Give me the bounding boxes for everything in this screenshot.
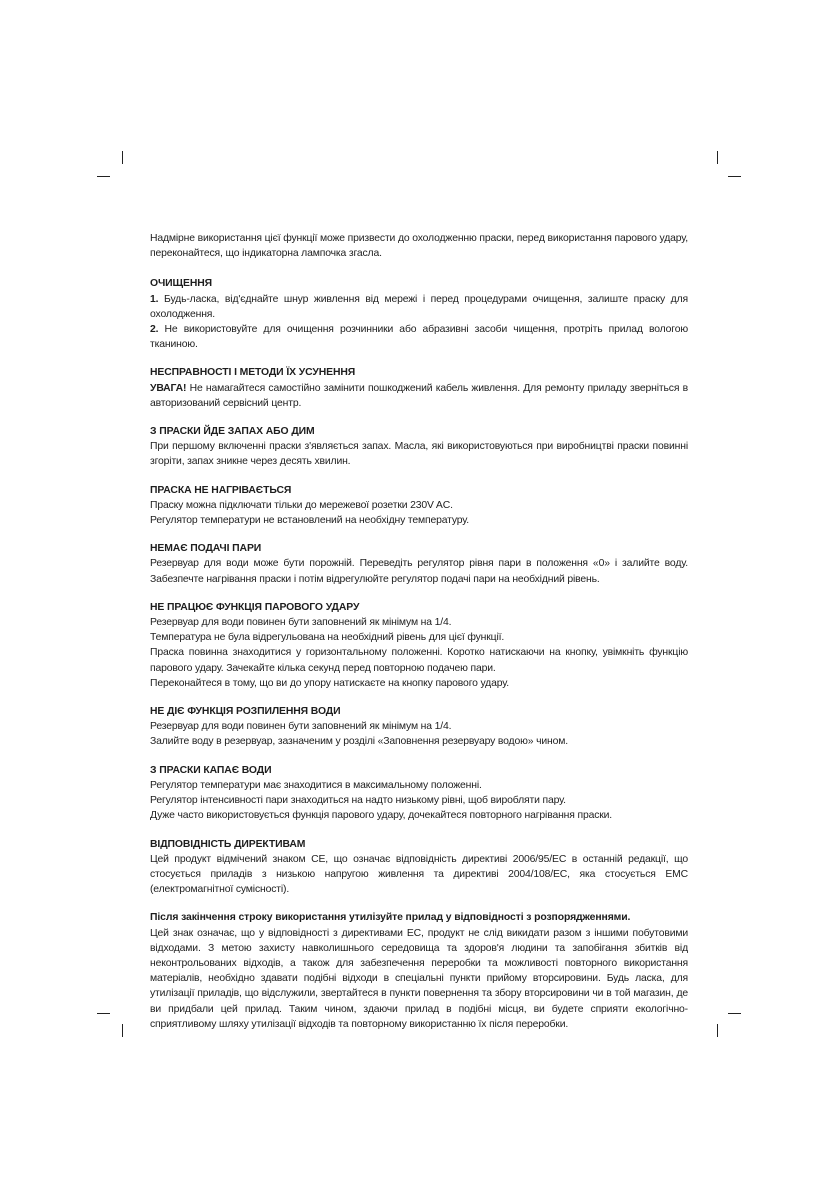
no-heat-title: ПРАСКА НЕ НАГРІВАЄТЬСЯ [150, 484, 292, 496]
intro-text: Надмірне використання цієї функції може призвести до охолодженню праски, перед використання парового удару, переконайтеся, що індикаторна лампочка згасла. [150, 233, 688, 260]
steam-shot-line-4: Переконайтеся в тому, що ви до упору натискаєте на кнопку парового удару. [150, 677, 509, 689]
drip-section [150, 763, 688, 824]
drip-line-3: Дуже часто використовується функція парового удару, дочекайтеся повторного нагрівання праски. [150, 810, 613, 822]
no-heat-section [150, 483, 688, 529]
faults-warning [150, 381, 688, 411]
no-steam-text: Резервуар для води може бути порожній. Переведіть регулятор рівня пари в положення «0» і залийте воду. Забезпечте нагрівання праски і потім відрегулюйте регулятор подачі пари на необхідний рівень. [150, 558, 688, 585]
crop-mark-top-right-horizontal [728, 176, 741, 177]
compliance-text: Цей продукт відмічений знаком CE, що означає відповідність директиві 2006/95/ЕС в останній редакції, що стосується приладів з низькою напругою живлення та директиві 2004/108/ЕС, яка стосується ЕМС (електромагнітної сумісності). [150, 853, 688, 896]
crop-mark-bottom-right-horizontal [728, 1013, 741, 1014]
item-text: Будь-ласка, від'єднайте шнур живлення від мережі і перед процедурами очищення, залиште праску для охолодження. [150, 293, 688, 320]
steam-shot-section [150, 600, 688, 691]
steam-shot-title: НЕ ПРАЦЮЄ ФУНКЦІЯ ПАРОВОГО УДАРУ [150, 601, 360, 613]
steam-shot-line-1: Резервуар для води повинен бути заповнений як мінімум на 1/4. [150, 617, 452, 629]
item-number: 1. [150, 293, 159, 305]
steam-shot-line-2: Температура не була відрегульована на необхідний рівень для цієї функції. [150, 632, 505, 644]
no-heat-line-2: Регулятор температури не встановлений на необхідну температуру. [150, 515, 470, 527]
no-heat-line-1: Праску можна підключати тільки до мережевої розетки 230V AC. [150, 499, 453, 511]
drip-line-2: Регулятор інтенсивності пари знаходиться на надто низькому рівні, щоб виробляти пару. [150, 795, 566, 807]
warning-label: УВАГА! [150, 382, 187, 394]
spray-line-2: Залийте воду в резервуар, зазначеним у розділі «Заповнення резервуару водою» чином. [150, 736, 568, 748]
spray-title: НЕ ДІЄ ФУНКЦІЯ РОЗПИЛЕННЯ ВОДИ [150, 706, 341, 718]
crop-mark-top-left-vertical [122, 151, 123, 164]
warning-text: Не намагайтеся самостійно замінити пошкоджений кабель живлення. Для ремонту приладу зверніться в авторизований сервісний центр. [150, 382, 688, 409]
crop-mark-bottom-left-horizontal [97, 1013, 110, 1014]
cleaning-section [150, 276, 688, 352]
disposal-text: Цей знак означає, що у відповідності з директивами ЕС, продукт не слід викидати разом з іншими побутовими відходами. З метою захисту навколишнього середовища та здоров'я людини та запобігання збитків від неконтрольованих відходів, а також для забезпечення переробки та можливості повторного використання матеріалів, необхідно здавати подібні відходи в спеціальні пункти прийому вторсировини. Будь ласка, для утилізації приладів, що відслужили, звертайтеся в пункти повернення та збору вторсировини чи в той магазин, де ви придбали цей прилад. Таким чином, здаючи прилад в подібні місця, ви будете сприяти екологічно-сприятливому шляху утилізації відходів та повторному використанню їх після переробки. [150, 927, 688, 1030]
item-text: Не використовуйте для очищення розчинники або абразивні засоби чищення, протріть прилад вологою тканиною. [150, 324, 688, 351]
intro-section [150, 231, 688, 261]
disposal-section [150, 910, 688, 1032]
disposal-title: Після закінчення строку використання утилізуйте прилад у відповідності з розпорядженнями. [150, 912, 631, 924]
item-number: 2. [150, 324, 159, 336]
faults-section [150, 365, 688, 411]
compliance-title: ВІДПОВІДНІСТЬ ДИРЕКТИВАМ [150, 838, 306, 850]
page-content [150, 231, 688, 1045]
steam-shot-line-3: Праска повинна знаходитися у горизонтальному положенні. Коротко натискаючи на кнопку, увімкніть функцію парового удару. Зачекайте кілька секунд перед повторною подачею пари. [150, 647, 688, 674]
crop-mark-top-left-horizontal [97, 176, 110, 177]
crop-mark-bottom-right-vertical [717, 1024, 718, 1037]
compliance-section [150, 837, 688, 898]
drip-title: З ПРАСКИ КАПАЄ ВОДИ [150, 764, 272, 776]
cleaning-title: ОЧИЩЕННЯ [150, 278, 213, 290]
faults-title: НЕСПРАВНОСТІ І МЕТОДИ ЇХ УСУНЕННЯ [150, 367, 356, 379]
smell-section [150, 424, 688, 470]
spray-line-1: Резервуар для води повинен бути заповнений як мінімум на 1/4. [150, 721, 452, 733]
cleaning-item-2 [150, 322, 688, 352]
no-steam-title: НЕМАЄ ПОДАЧІ ПАРИ [150, 543, 262, 555]
smell-text: При першому включенні праски з'являється запах. Масла, які використовуються при виробництві праски повинні згоріти, запах зникне через десять хвилин. [150, 441, 688, 468]
cleaning-item-1 [150, 292, 688, 322]
crop-mark-top-right-vertical [717, 151, 718, 164]
crop-mark-bottom-left-vertical [122, 1024, 123, 1037]
smell-title: З ПРАСКИ ЙДЕ ЗАПАХ АБО ДИМ [150, 426, 315, 438]
drip-line-1: Регулятор температури має знаходитися в максимальному положенні. [150, 779, 482, 791]
spray-section [150, 704, 688, 750]
no-steam-section [150, 541, 688, 587]
